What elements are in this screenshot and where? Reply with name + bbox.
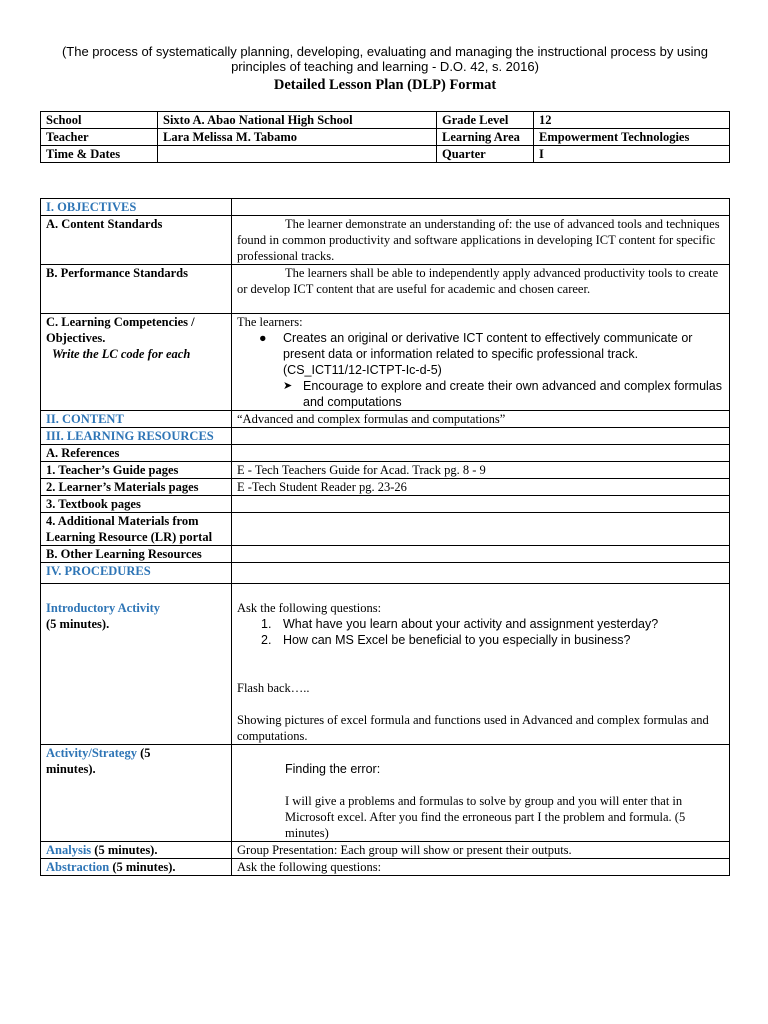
quarter-label: Quarter <box>437 146 534 163</box>
arrow-bullet-icon: ➤ <box>283 380 293 392</box>
activity-strategy-content <box>232 745 730 842</box>
intro-question-2: How can MS Excel be beneficial to you especially in business? <box>283 633 631 647</box>
competencies-bullet-text: Creates an original or derivative ICT content to effectively communicate or present data or information related to specific professional track. (CS_ICT11/12-ICTPT-Ic-d-5) <box>283 331 693 377</box>
teacher-value: Lara Melissa M. Tabamo <box>158 129 437 146</box>
list-number: 1. <box>261 617 272 631</box>
intro-show-text: Showing pictures of excel formula and functions used in Advanced and complex formulas and computations. <box>237 713 709 743</box>
info-row-school <box>41 112 730 129</box>
intro-questions-list <box>237 616 724 648</box>
empty-cell <box>232 445 730 462</box>
analysis-label-cell <box>41 842 232 859</box>
abstraction-row <box>41 859 730 876</box>
analysis-text: Group Presentation: Each group will show or present their outputs. <box>232 842 730 859</box>
activity-strategy-label: Activity/Strategy <box>46 746 137 760</box>
competencies-content <box>232 314 730 411</box>
resources-heading-row <box>41 428 730 445</box>
bullet-icon: ● <box>259 331 267 345</box>
list-number: 2. <box>261 633 272 647</box>
textbook-row <box>41 496 730 513</box>
objectives-heading-row <box>41 199 730 216</box>
activity-strategy-row <box>41 745 730 842</box>
intro-flashback-text: Flash back….. <box>237 681 310 695</box>
competencies-list <box>237 330 724 378</box>
list-item <box>259 330 724 378</box>
school-label: School <box>41 112 158 129</box>
teachers-guide-value: E - Tech Teachers Guide for Acad. Track pg. 8 - 9 <box>232 462 730 479</box>
intro-question-1: What have you learn about your activity and assignment yesterday? <box>283 617 659 631</box>
content-row <box>41 411 730 428</box>
content-standards-label: A. Content Standards <box>41 216 232 265</box>
resources-heading: III. LEARNING RESOURCES <box>41 428 232 445</box>
content-standards-text: The learner demonstrate an understanding of: the use of advanced tools and techniques found in common productivity and software applications in developing ICT content for specific professional tracks. <box>232 216 730 265</box>
learners-materials-row <box>41 479 730 496</box>
activity-description: I will give a problems and formulas to solve by group and you will enter that in Microsoft excel. After you find the erroneous part I the problem and formula. (5 minutes) <box>285 794 686 840</box>
introductory-activity-content <box>232 584 730 745</box>
analysis-row <box>41 842 730 859</box>
abstraction-text: Ask the following questions: <box>232 859 730 876</box>
time-value <box>158 146 437 163</box>
empty-cell <box>232 199 730 216</box>
abstraction-label: Abstraction <box>46 860 110 874</box>
list-item <box>237 616 724 632</box>
analysis-time: (5 minutes). <box>94 843 158 857</box>
competencies-sub-item <box>237 378 724 410</box>
introductory-activity-label: Introductory Activity <box>46 601 160 615</box>
area-label: Learning Area <box>437 129 534 146</box>
other-resources-row <box>41 546 730 563</box>
references-label: A. References <box>41 445 232 462</box>
introductory-activity-label-cell <box>41 584 232 745</box>
empty-cell <box>232 563 730 584</box>
document-subtitle: (The process of systematically planning, developing, evaluating and managing the instructional process by using principles of teaching and learning - D.O. 42, s. 2016) <box>61 44 709 74</box>
empty-cell <box>232 428 730 445</box>
activity-strategy-time-a: (5 <box>140 746 151 760</box>
abstraction-time: (5 minutes). <box>112 860 176 874</box>
competencies-note: Write the LC code for each <box>52 347 191 361</box>
introductory-activity-time: (5 minutes). <box>46 617 110 631</box>
empty-cell <box>232 513 730 546</box>
activity-strategy-label-cell <box>41 745 232 842</box>
objectives-heading: I. OBJECTIVES <box>41 199 232 216</box>
activity-strategy-time-b: minutes). <box>46 762 96 776</box>
learners-materials-value: E -Tech Student Reader pg. 23-26 <box>232 479 730 496</box>
grade-value: 12 <box>534 112 730 129</box>
references-row <box>41 445 730 462</box>
school-value: Sixto A. Abao National High School <box>158 112 437 129</box>
additional-materials-row <box>41 513 730 546</box>
analysis-label: Analysis <box>46 843 92 857</box>
quarter-value: I <box>534 146 730 163</box>
procedures-heading: IV. PROCEDURES <box>41 563 232 584</box>
info-row-teacher <box>41 129 730 146</box>
teachers-guide-label: 1. Teacher’s Guide pages <box>41 462 232 479</box>
competencies-sub-text: Encourage to explore and create their own advanced and complex formulas and computations <box>303 379 723 409</box>
competencies-intro: The learners: <box>237 315 303 329</box>
grade-label: Grade Level <box>437 112 534 129</box>
teacher-label: Teacher <box>41 129 158 146</box>
other-resources-label: B. Other Learning Resources <box>41 546 232 563</box>
info-table <box>40 111 730 163</box>
empty-cell <box>232 496 730 513</box>
empty-cell <box>232 546 730 563</box>
competencies-label-cell <box>41 314 232 411</box>
performance-standards-row <box>41 265 730 314</box>
abstraction-label-cell <box>41 859 232 876</box>
time-label: Time & Dates <box>41 146 158 163</box>
intro-ask-text: Ask the following questions: <box>237 601 382 615</box>
learners-materials-label: 2. Learner’s Materials pages <box>41 479 232 496</box>
teachers-guide-row <box>41 462 730 479</box>
content-heading: II. CONTENT <box>41 411 232 428</box>
info-row-time <box>41 146 730 163</box>
textbook-label: 3. Textbook pages <box>41 496 232 513</box>
content-standards-row <box>41 216 730 265</box>
competencies-row <box>41 314 730 411</box>
procedures-heading-row <box>41 563 730 584</box>
performance-standards-label: B. Performance Standards <box>41 265 232 314</box>
content-text: “Advanced and complex formulas and computations” <box>232 411 730 428</box>
activity-find-text: Finding the error: <box>285 762 381 776</box>
additional-materials-label: 4. Additional Materials from Learning Resource (LR) portal <box>41 513 232 546</box>
introductory-activity-row <box>41 584 730 745</box>
performance-standards-text: The learners shall be able to independently apply advanced productivity tools to create or develop ICT content that are useful for academic and chosen career. <box>232 265 730 314</box>
document-title: Detailed Lesson Plan (DLP) Format <box>273 77 497 93</box>
competencies-label: C. Learning Competencies / Objectives. <box>46 315 195 345</box>
lesson-plan-table <box>40 198 730 876</box>
list-item <box>237 632 724 648</box>
area-value: Empowerment Technologies <box>534 129 730 146</box>
